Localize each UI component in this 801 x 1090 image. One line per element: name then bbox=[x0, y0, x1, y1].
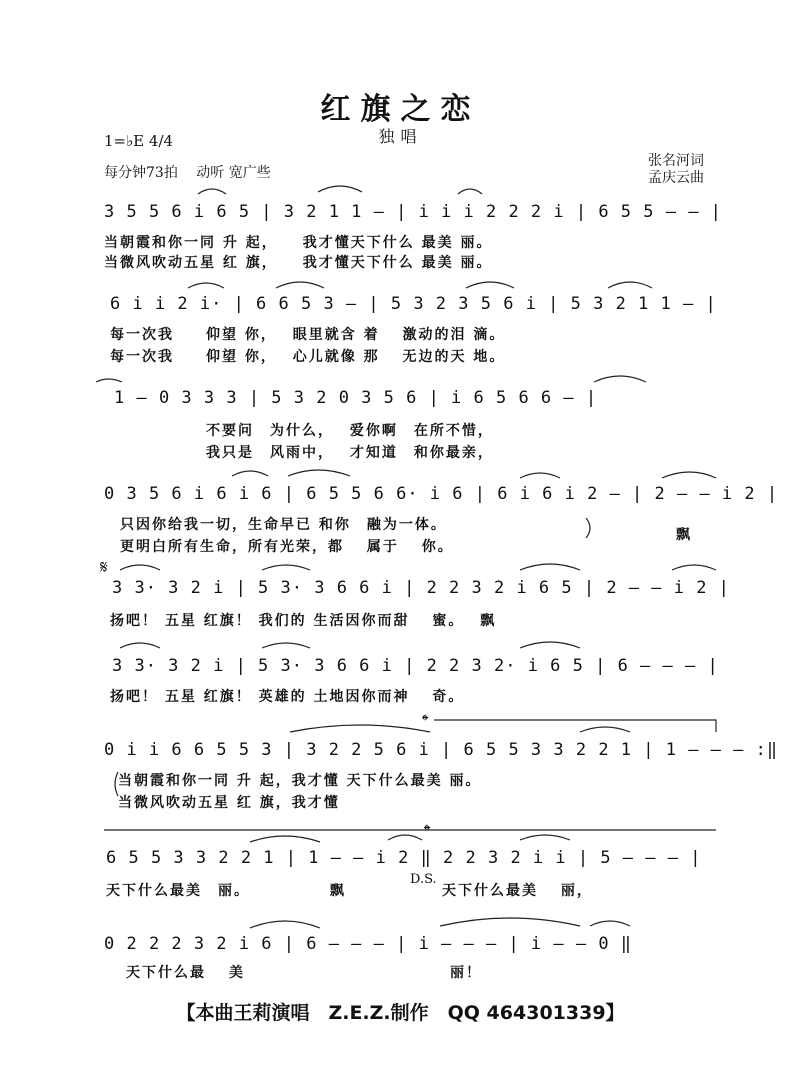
lyric-line-6: 扬吧！ 五星 红旗！ 英雄的 土地因你而神 奇。 bbox=[110, 689, 465, 705]
lyric-line-9a: 天下什么最 美 bbox=[126, 965, 245, 981]
dal-segno-mark: D.S. bbox=[410, 872, 437, 887]
lyric-line-2a: 每一次我 仰望 你， 眼里就含 着 激动的泪 滴。 bbox=[110, 327, 506, 343]
notation-line-6: 3 3· 3 2 i | 5 3· 3 6 6 i | 2 2 3 2· i 6 5 | 6 — — — | bbox=[112, 656, 719, 676]
lyric-line-5: 扬吧！ 五星 红旗！ 我们的 生活因你而甜 蜜。 飘 bbox=[110, 613, 497, 629]
lyric-line-3a: 不要问 为什么， 爱你啊 在所不惜， bbox=[206, 423, 494, 439]
lyric-line-8a: 天下什么最美 丽。 飘 bbox=[106, 883, 346, 899]
composer-credit: 孟庆云曲 bbox=[648, 170, 704, 186]
notation-line-2: 6 i i 2 i· | 6 6 5 3 — | 5 3 2 3 5 6 i | 5 3 2 1 1 — | bbox=[110, 294, 717, 314]
notation-line-1: 3 5 5 6 i 6 5 | 3 2 1 1 — | i i i 2 2 2 i | 6 5 5 — — | bbox=[104, 202, 722, 222]
lyric-line-7a: 当朝霞和你一同 升 起，我才懂 天下什么最美 丽。 bbox=[118, 773, 482, 789]
song-title: 红旗之恋 bbox=[320, 92, 481, 127]
notation-line-8: 6 5 5 3 3 2 2 1 | 1 — — i 2 ‖ 2 2 3 2 i i | 5 — — — | bbox=[106, 848, 702, 868]
lyric-line-4b: 更明白所有生命，所有光荣，都 属于 你。 bbox=[120, 539, 454, 555]
lyric-line-4a: 只因你给我一切，生命早已 和你 融为一体。 bbox=[120, 517, 447, 533]
coda-icon-2: 𝄌 bbox=[424, 821, 431, 842]
notation-line-7: 0 i i 6 6 5 5 3 | 3 2 2 5 6 i | 6 5 5 3 3 2 2 1 | 1 — — — :‖ bbox=[104, 740, 779, 760]
lyric-line-8b: 天下什么最美 丽， bbox=[442, 883, 593, 899]
coda-icon-1: 𝄌 bbox=[422, 711, 429, 732]
lyricist-credit: 张名河词 bbox=[648, 153, 704, 169]
song-subtitle: 独唱 bbox=[378, 127, 423, 146]
segno-icon: 𝄋 bbox=[100, 557, 108, 578]
lyric-line-9b: 丽！ bbox=[450, 965, 482, 981]
lyric-line-3b: 我只是 风雨中， 才知道 和你最亲， bbox=[206, 445, 494, 461]
notation-line-4: 0 3 5 6 i 6 i 6 | 6 5 5 6 6· i 6 | 6 i 6 i 2 — | 2 — — i 2 | bbox=[104, 484, 779, 504]
notation-line-5: 3 3· 3 2 i | 5 3· 3 6 6 i | 2 2 3 2 i 6 5 | 2 — — i 2 | bbox=[112, 578, 730, 598]
lyric-piao: 飘 bbox=[676, 527, 692, 543]
key-signature: 1=♭E 4/4 bbox=[104, 132, 174, 150]
notation-line-9: 0 2 2 2 3 2 i 6 | 6 — — — | i — — — | i — — 0 ‖ bbox=[104, 934, 633, 954]
notation-line-3: 1 — 0 3 3 3 | 5 3 2 0 3 5 6 | i 6 5 6 6 — | bbox=[114, 388, 598, 408]
lyric-line-2b: 每一次我 仰望 你， 心儿就像 那 无边的天 地。 bbox=[110, 349, 506, 365]
tempo-marking: 每分钟73拍 动听 宽广些 bbox=[104, 165, 271, 181]
lyric-line-1a: 当朝霞和你一同 升 起， 我才懂天下什么 最美 丽。 bbox=[104, 235, 493, 251]
footer-credit: 【本曲王莉演唱 Z.E.Z.制作 QQ 464301339】 bbox=[176, 1002, 625, 1024]
lyric-line-1b: 当微风吹动五星 红 旗， 我才懂天下什么 最美 丽。 bbox=[104, 255, 493, 271]
lyric-line-7b: 当微风吹动五星 红 旗，我才懂 bbox=[118, 795, 340, 811]
